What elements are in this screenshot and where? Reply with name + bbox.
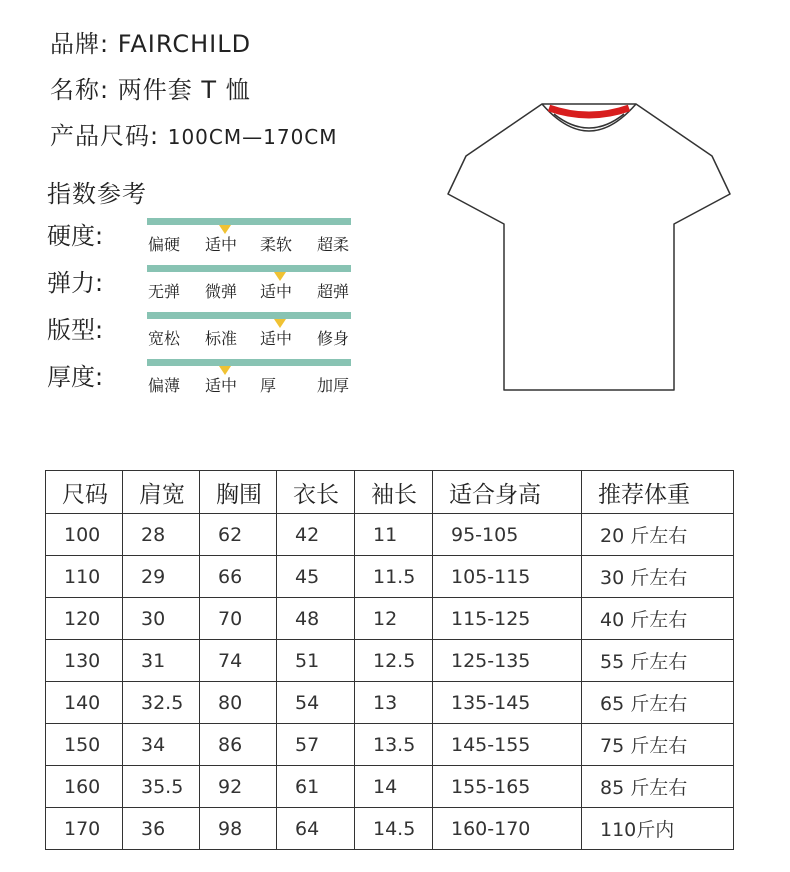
- index-option: 偏硬: [148, 235, 181, 254]
- table-cell: 80: [200, 682, 277, 724]
- table-cell: 145-155: [433, 724, 582, 766]
- table-cell: 42: [277, 514, 355, 556]
- table-cell: 98: [200, 808, 277, 850]
- table-cell: 55 斤左右: [582, 640, 734, 682]
- column-header: 推荐体重: [582, 471, 734, 514]
- table-cell: 86: [200, 724, 277, 766]
- index-row: [47, 216, 367, 256]
- table-row: [46, 514, 734, 556]
- tshirt-body: [448, 104, 730, 390]
- table-cell: 48: [277, 598, 355, 640]
- table-row: [46, 766, 734, 808]
- index-option: 适中: [205, 376, 238, 395]
- index-option: 标准: [205, 329, 238, 348]
- index-option: 超弹: [317, 282, 350, 301]
- index-option: 厚: [260, 376, 277, 395]
- column-header: 适合身高: [433, 471, 582, 514]
- index-option: 适中: [205, 235, 238, 254]
- table-cell: 62: [200, 514, 277, 556]
- table-cell: 13.5: [355, 724, 433, 766]
- table-cell: 12.5: [355, 640, 433, 682]
- index-row: [47, 263, 367, 303]
- table-row: [46, 598, 734, 640]
- index-option: 超柔: [317, 235, 350, 254]
- table-cell: 120: [46, 598, 123, 640]
- size-range-line: [50, 116, 338, 151]
- index-row-label: 版型:: [47, 316, 104, 344]
- index-bar: [147, 312, 351, 319]
- table-cell: 115-125: [433, 598, 582, 640]
- index-option: 适中: [260, 329, 293, 348]
- table-cell: 92: [200, 766, 277, 808]
- table-cell: 85 斤左右: [582, 766, 734, 808]
- index-row: [47, 310, 367, 350]
- index-option: 适中: [260, 282, 293, 301]
- table-cell: 70: [200, 598, 277, 640]
- index-option: 修身: [317, 329, 350, 348]
- table-cell: 105-115: [433, 556, 582, 598]
- table-cell: 14.5: [355, 808, 433, 850]
- table-cell: 65 斤左右: [582, 682, 734, 724]
- table-cell: 64: [277, 808, 355, 850]
- table-cell: 74: [200, 640, 277, 682]
- table-cell: 160-170: [433, 808, 582, 850]
- table-cell: 150: [46, 724, 123, 766]
- table-cell: 11.5: [355, 556, 433, 598]
- table-cell: 34: [123, 724, 200, 766]
- table-cell: 45: [277, 556, 355, 598]
- index-bar: [147, 218, 351, 225]
- table-cell: 170: [46, 808, 123, 850]
- table-cell: 54: [277, 682, 355, 724]
- table-cell: 140: [46, 682, 123, 724]
- table-cell: 95-105: [433, 514, 582, 556]
- table-cell: 32.5: [123, 682, 200, 724]
- index-option: 加厚: [317, 376, 350, 395]
- index-bar: [147, 265, 351, 272]
- brand-line: [50, 24, 251, 59]
- size-table: [45, 470, 734, 850]
- table-cell: 75 斤左右: [582, 724, 734, 766]
- table-cell: 110: [46, 556, 123, 598]
- table-cell: 40 斤左右: [582, 598, 734, 640]
- table-cell: 30: [123, 598, 200, 640]
- table-row: [46, 682, 734, 724]
- table-cell: 20 斤左右: [582, 514, 734, 556]
- table-cell: 29: [123, 556, 200, 598]
- table-cell: 66: [200, 556, 277, 598]
- size-table-header: [46, 471, 734, 514]
- table-cell: 61: [277, 766, 355, 808]
- table-cell: 14: [355, 766, 433, 808]
- table-cell: 135-145: [433, 682, 582, 724]
- table-cell: 57: [277, 724, 355, 766]
- index-row-label: 硬度:: [47, 222, 104, 250]
- table-cell: 30 斤左右: [582, 556, 734, 598]
- brand-label: 品牌:: [50, 30, 110, 58]
- table-cell: 155-165: [433, 766, 582, 808]
- brand-value: FAIRCHILD: [117, 30, 252, 58]
- index-option: 偏薄: [148, 376, 181, 395]
- table-cell: 160: [46, 766, 123, 808]
- table-cell: 130: [46, 640, 123, 682]
- table-row: [46, 808, 734, 850]
- column-header: 尺码: [46, 471, 123, 514]
- table-cell: 125-135: [433, 640, 582, 682]
- name-line: [50, 70, 251, 105]
- table-row: [46, 556, 734, 598]
- tshirt-illustration: [446, 98, 736, 394]
- table-cell: 13: [355, 682, 433, 724]
- table-cell: 51: [277, 640, 355, 682]
- index-row-label: 弹力:: [47, 269, 104, 297]
- table-cell: 35.5: [123, 766, 200, 808]
- column-header: 胸围: [200, 471, 277, 514]
- size-range-label: 产品尺码:: [50, 122, 160, 150]
- name-label: 名称:: [50, 76, 110, 104]
- index-row: [47, 357, 367, 397]
- table-cell: 11: [355, 514, 433, 556]
- table-cell: 31: [123, 640, 200, 682]
- table-row: [46, 640, 734, 682]
- table-cell: 100: [46, 514, 123, 556]
- table-cell: 28: [123, 514, 200, 556]
- column-header: 肩宽: [123, 471, 200, 514]
- column-header: 袖长: [355, 471, 433, 514]
- table-cell: 12: [355, 598, 433, 640]
- table-row: [46, 724, 734, 766]
- table-cell: 110斤内: [582, 808, 734, 850]
- index-option: 微弹: [205, 282, 238, 301]
- index-title: 指数参考: [47, 180, 147, 208]
- name-value: 两件套 T 恤: [117, 76, 251, 104]
- index-bar: [147, 359, 351, 366]
- column-header: 衣长: [277, 471, 355, 514]
- index-option: 柔软: [260, 235, 293, 254]
- size-range-value: 100CM—170CM: [167, 125, 338, 149]
- table-cell: 36: [123, 808, 200, 850]
- index-option: 宽松: [148, 329, 181, 348]
- index-row-label: 厚度:: [47, 363, 104, 391]
- index-option: 无弹: [148, 282, 181, 301]
